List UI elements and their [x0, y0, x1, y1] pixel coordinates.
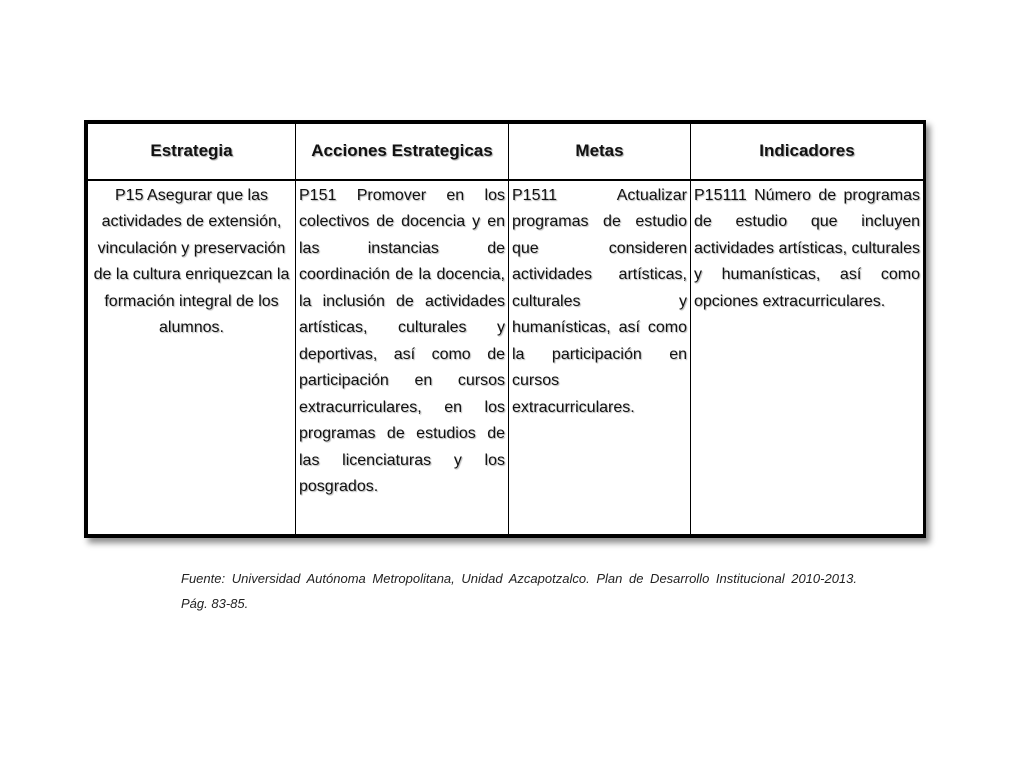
header-estrategia: Estrategia: [88, 124, 296, 180]
strategy-table-frame: [84, 120, 926, 538]
cell-acciones-estrategicas: [296, 180, 509, 535]
cell-estrategia: [88, 180, 296, 535]
header-metas: Metas: [509, 124, 691, 180]
metas-text-last-line: extracurriculares.: [512, 398, 635, 416]
header-acciones-estrategicas: Acciones Estrategicas: [296, 124, 509, 180]
header-indicadores: Indicadores: [691, 124, 924, 180]
acciones-text-last-line: posgrados.: [299, 478, 379, 495]
table-row: [88, 180, 924, 535]
table-header-row: [88, 124, 924, 180]
cell-indicadores: [691, 180, 924, 535]
source-citation: Fuente: Universidad Autónoma Metropolitana, Unidad Azcapotzalco. Plan de Desarrollo Institucional 2010-2013. Pág. 83-85.: [181, 571, 857, 611]
estrategia-text: P15 Asegurar que las actividades de extensión, vinculación y preservación de la cultura enriquezcan la formación integral de los alumnos.: [93, 186, 290, 336]
strategy-table: [87, 123, 924, 535]
indicadores-text: P15111 Número de programas de estudio que incluyen actividades artísticas, culturales y humanísticas, así como: [694, 186, 920, 283]
acciones-text: P151 Promover en los colectivos de docencia y en las instancias de coordinación de la docencia, la inclusión de actividades artísticas, culturales y deportivas, así como de participación en cursos extracurriculares, en los programas de estudios de las licenciaturas y los: [299, 186, 505, 469]
cell-metas: [509, 180, 691, 535]
indicadores-text-last-line: opciones extracurriculares.: [694, 292, 886, 310]
metas-text: P1511 Actualizar programas de estudio que consideren actividades artísticas, culturales y humanísticas, así como la participación en cursos: [512, 186, 687, 389]
